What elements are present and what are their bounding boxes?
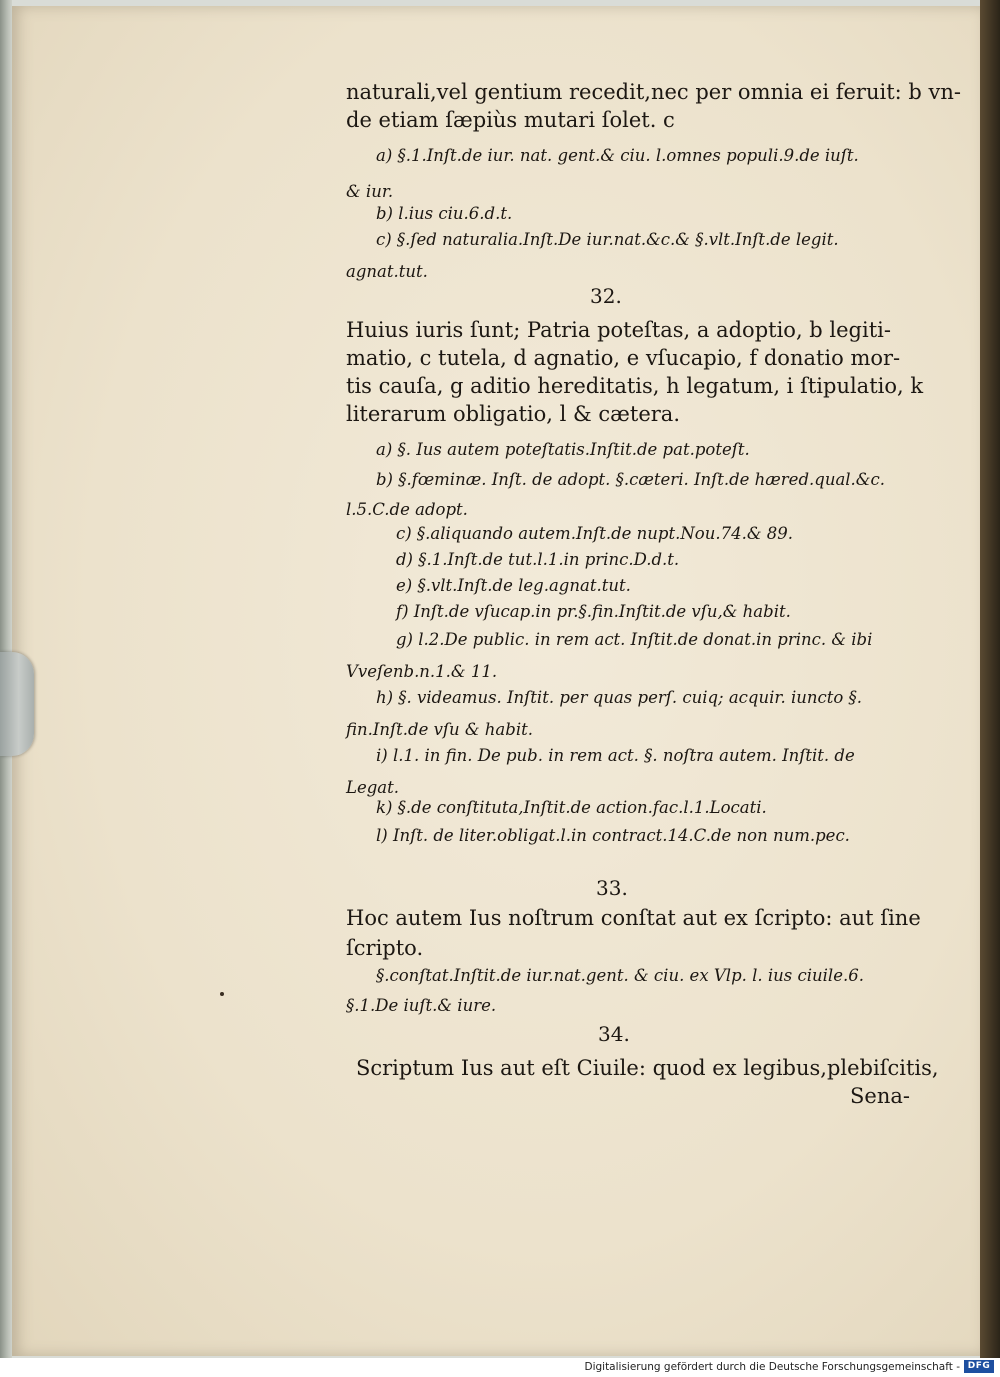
body-line: Hoc autem Ius noſtrum conſtat aut ex ſcripto: aut ſine	[346, 906, 921, 930]
footnote-line: Vveſenb.n.1.& 11.	[346, 662, 498, 681]
body-line: ſcripto.	[346, 936, 424, 960]
footer-bar	[0, 1358, 1000, 1377]
ink-speck	[220, 992, 224, 996]
page-edge	[980, 0, 1000, 1358]
body-line: Huius iuris ſunt; Patria poteſtas, a adoptio, b legiti-	[346, 318, 891, 342]
footnote-line: agnat.tut.	[346, 262, 428, 281]
dfg-logo: DFG	[964, 1360, 994, 1373]
section-number: 34.	[598, 1022, 630, 1046]
footnote-line: l.5.C.de adopt.	[346, 500, 468, 519]
footnote-line: Legat.	[346, 778, 399, 797]
footnote-line: g) l.2.De public. in rem act. Inſtit.de donat.in princ. & ibi	[396, 630, 873, 649]
footnote-line: & iur.	[346, 182, 394, 201]
body-line: literarum obligatio, l & cætera.	[346, 402, 681, 426]
footnote-line: fin.Inſt.de vſu & habit.	[346, 720, 533, 739]
footnote-line: d) §.1.Inſt.de tut.l.1.in princ.D.d.t.	[396, 550, 680, 569]
footnote-line: §.conſtat.Inſtit.de iur.nat.gent. & ciu. ex Vlp. l. ius ciuile.6.	[376, 966, 864, 985]
footnote-line: l) Inſt. de liter.obligat.l.in contract.14.C.de non num.pec.	[376, 826, 850, 845]
footnote-line: §.1.De iuſt.& iure.	[346, 996, 497, 1015]
book-clasp	[0, 652, 34, 756]
footnote-line: h) §. videamus. Inſtit. per quas perſ. cuiq; acquir. iuncto §.	[376, 688, 863, 707]
footnote-line: k) §.de conſtituta,Inſtit.de action.fac.l.1.Locati.	[376, 798, 767, 817]
footnote-line: a) §.1.Inſt.de iur. nat. gent.& ciu. l.omnes populi.9.de iuſt.	[376, 146, 859, 165]
body-line: Scriptum Ius aut eſt Ciuile: quod ex legibus,plebiſcitis,	[356, 1056, 939, 1080]
footnote-line: i) l.1. in fin. De pub. in rem act. §. noſtra autem. Inſtit. de	[376, 746, 855, 765]
footnote-line: e) §.vlt.Inſt.de leg.agnat.tut.	[396, 576, 631, 595]
footnote-line: c) §.aliquando autem.Inſt.de nupt.Nou.74.& 89.	[396, 524, 793, 543]
footnote-line: f) Inſt.de vſucap.in pr.§.fin.Inſtit.de vſu,& habit.	[396, 602, 791, 621]
body-line: naturali,vel gentium recedit,nec per omnia ei feruit: b vn-	[346, 80, 962, 104]
footnote-line: a) §. Ius autem poteſtatis.Inſtit.de pat.poteſt.	[376, 440, 750, 459]
body-line: de etiam ſæpiùs mutari ſolet. c	[346, 108, 675, 132]
footer-credit: Digitalisierung gefördert durch die Deutsche Forschungsgemeinschaft -	[584, 1361, 960, 1373]
body-line: Sena-	[850, 1084, 910, 1108]
footnote-line: b) l.ius ciu.6.d.t.	[376, 204, 513, 223]
footnote-line: b) §.fœminæ. Inſt. de adopt. §.cæteri. Inſt.de hæred.qual.&c.	[376, 470, 885, 489]
section-number: 33.	[596, 876, 628, 900]
body-line: matio, c tutela, d agnatio, e vſucapio, f donatio mor-	[346, 346, 901, 370]
body-line: tis cauſa, g aditio hereditatis, h legatum, i ſtipulatio, k	[346, 374, 924, 398]
footnote-line: c) §.ſed naturalia.Inſt.De iur.nat.&c.& §.vlt.Inſt.de legit.	[376, 230, 839, 249]
section-number: 32.	[590, 284, 622, 308]
